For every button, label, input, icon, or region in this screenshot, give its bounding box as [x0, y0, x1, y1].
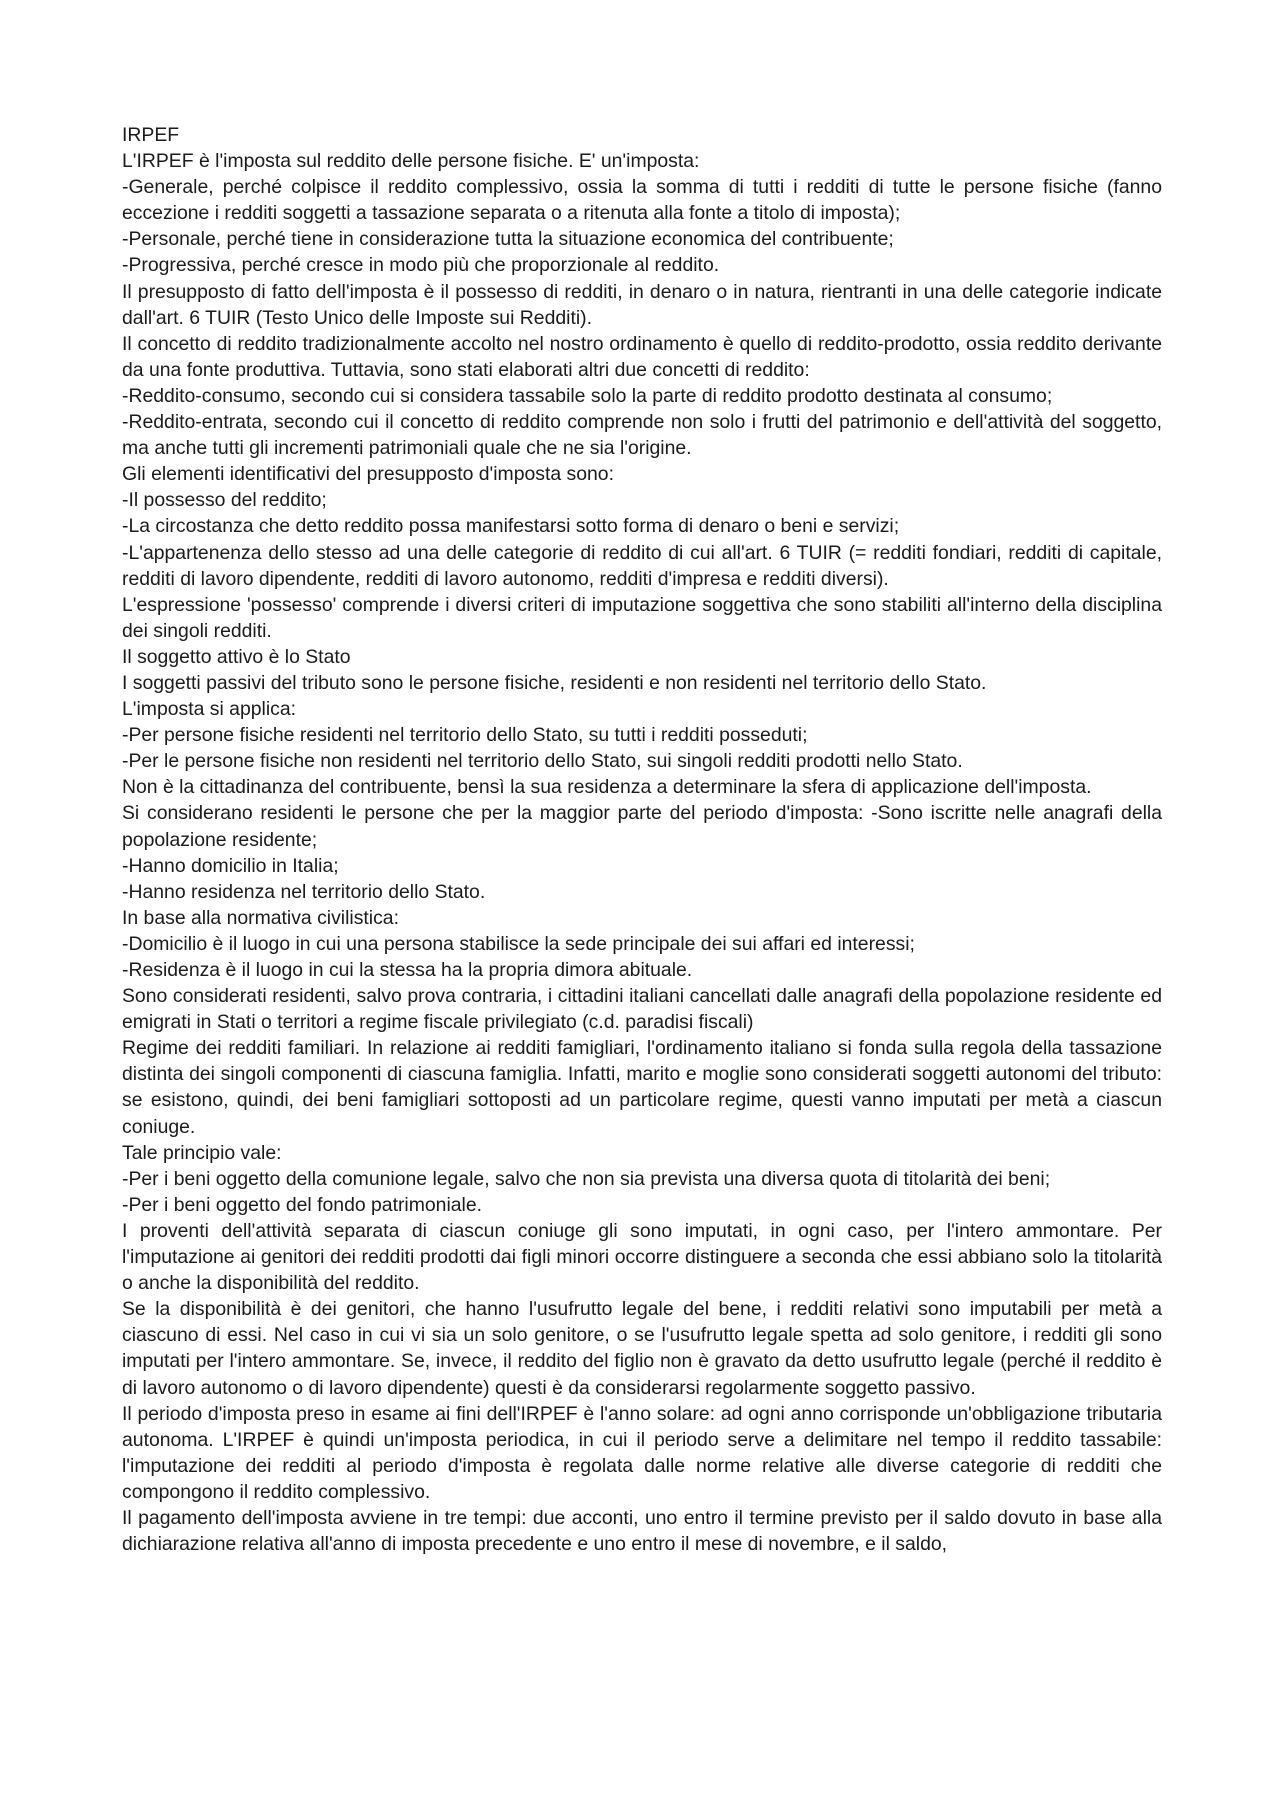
paragraph: Regime dei redditi familiari. In relazione ai redditi famigliari, l'ordinamento italiano si fonda sulla regola della tassazione distinta dei singoli componenti di ciascuna famiglia. Infatti, marito e moglie sono considerati soggetti autonomi del tributo: se esistono, quindi, dei beni famigliari sottoposti ad un particolare regime, questi vanno imputati per metà a ciascun coniuge. [122, 1037, 1162, 1138]
paragraph: -Per persone fisiche residenti nel territorio dello Stato, su tutti i redditi posseduti; [122, 724, 808, 747]
paragraph: L'espressione 'possesso' comprende i diversi criteri di imputazione soggettiva che sono stabiliti all'interno della disciplina dei singoli redditi. [122, 593, 1162, 642]
paragraph: Gli elementi identificativi del presupposto d'imposta sono: [122, 463, 614, 486]
paragraph: -Residenza è il luogo in cui la stessa ha la propria dimora abituale. [122, 959, 693, 981]
paragraph: -Hanno domicilio in Italia; [122, 854, 339, 877]
paragraph: Il presupposto di fatto dell'imposta è il possesso di redditi, in denaro o in natura, rientranti in una delle categorie indicate dall'art. 6 TUIR (Testo Unico delle Imposte sui Redditi). [122, 280, 1162, 329]
paragraph: Se la disponibilità è dei genitori, che hanno l'usufrutto legale del bene, i redditi relativi sono imputabili per metà a ciascuno di essi. Nel caso in cui vi sia un solo genitore, o se l'usufrutto legale spetta ad solo genitore, i redditi gli sono imputati per l'intero ammontare. Se, invece, il reddito del figlio non è gravato da detto usufrutto legale (perché il reddito è di lavoro autonomo o di lavoro dipendente) questi è da considerarsi regolarmente soggetto passivo. [122, 1298, 1162, 1399]
paragraph: Si considerano residenti le persone che per la maggior parte del periodo d'imposta: -Sono iscritte nelle anagrafi della popolazione residente; [122, 802, 1162, 851]
paragraph: -Per i beni oggetto della comunione legale, salvo che non sia prevista una diversa quota di titolarità dei beni; [122, 1167, 1051, 1190]
paragraph: -Personale, perché tiene in considerazione tutta la situazione economica del contribuente; [122, 228, 894, 251]
paragraph: Non è la cittadinanza del contribuente, bensì la sua residenza a determinare la sfera di applicazione dell'imposta. [122, 776, 1092, 799]
document-title: IRPEF [122, 124, 180, 146]
paragraph: -Domicilio è il luogo in cui una persona stabilisce la sede principale dei sui affari ed interessi; [122, 932, 915, 955]
paragraph: I soggetti passivi del tributo sono le persone fisiche, residenti e non residenti nel territorio dello Stato. [122, 671, 987, 694]
paragraph: -Per le persone fisiche non residenti nel territorio dello Stato, sui singoli redditi prodotti nello Stato. [122, 750, 963, 773]
paragraph: In base alla normativa civilistica: [122, 906, 399, 929]
paragraph: -La circostanza che detto reddito possa manifestarsi sotto forma di denaro o beni e servizi; [122, 515, 900, 538]
paragraph: -Generale, perché colpisce il reddito complessivo, ossia la somma di tutti i redditi di tutte le persone fisiche (fanno eccezione i redditi soggetti a tassazione separata o a ritenuta alla fonte a titolo di imposta); [122, 176, 1162, 225]
paragraph: -L'appartenenza dello stesso ad una delle categorie di reddito di cui all'art. 6 TUIR (= redditi fondiari, redditi di capitale, redditi di lavoro dipendente, redditi di lavoro autonomo, redditi d'impresa e redditi diversi). [122, 541, 1162, 590]
paragraph: Il concetto di reddito tradizionalmente accolto nel nostro ordinamento è quello di reddito-prodotto, ossia reddito derivante da una fonte produttiva. Tuttavia, sono stati elaborati altri due concetti di reddito: [122, 332, 1162, 381]
paragraph: I proventi dell'attività separata di ciascun coniuge gli sono imputati, in ogni caso, per l'intero ammontare. Per l'imputazione ai genitori dei redditi prodotti dai figli minori occorre distinguere a seconda che essi abbiano solo la titolarità o anche la disponibilità del reddito. [122, 1219, 1162, 1295]
paragraph: Il pagamento dell'imposta avviene in tre tempi: due acconti, uno entro il termine previsto per il saldo dovuto in base alla dichiarazione relativa all'anno di imposta precedente e uno entro il mese di novembre, e il saldo, [122, 1506, 1162, 1556]
paragraph: Sono considerati residenti, salvo prova contraria, i cittadini italiani cancellati dalle anagrafi della popolazione residente ed emigrati in Stati o territori a regime fiscale privilegiato (c.d. paradisi fiscali) [122, 985, 1162, 1034]
paragraph: -Progressiva, perché cresce in modo più che proporzionale al reddito. [122, 254, 720, 277]
paragraph: -Il possesso del reddito; [122, 489, 327, 512]
paragraph: Il soggetto attivo è lo Stato [122, 645, 351, 668]
paragraph: -Hanno residenza nel territorio dello Stato. [122, 880, 486, 903]
paragraph: Il periodo d'imposta preso in esame ai fini dell'IRPEF è l'anno solare: ad ogni anno corrisponde un'obbligazione tributaria autonoma. L'IRPEF è quindi un'imposta periodica, in cui il periodo serve a delimitare nel tempo il reddito tassabile: l'imputazione dei redditi al periodo d'imposta è regolata dalle norme relative alle diverse categorie di redditi che compongono il reddito complessivo. [122, 1402, 1162, 1503]
paragraph: L'imposta si applica: [122, 698, 296, 721]
document-body [122, 122, 1162, 1557]
paragraph: -Reddito-consumo, secondo cui si considera tassabile solo la parte di reddito prodotto destinata al consumo; [122, 384, 1053, 407]
paragraph: L'IRPEF è l'imposta sul reddito delle persone fisiche. E' un'imposta: [122, 150, 700, 173]
paragraph: -Reddito-entrata, secondo cui il concetto di reddito comprende non solo i frutti del patrimonio e dell'attività del soggetto, ma anche tutti gli incrementi patrimoniali quale che ne sia l'origine. [122, 411, 1162, 460]
paragraph: -Per i beni oggetto del fondo patrimoniale. [122, 1193, 483, 1216]
paragraph: Tale principio vale: [122, 1141, 282, 1164]
